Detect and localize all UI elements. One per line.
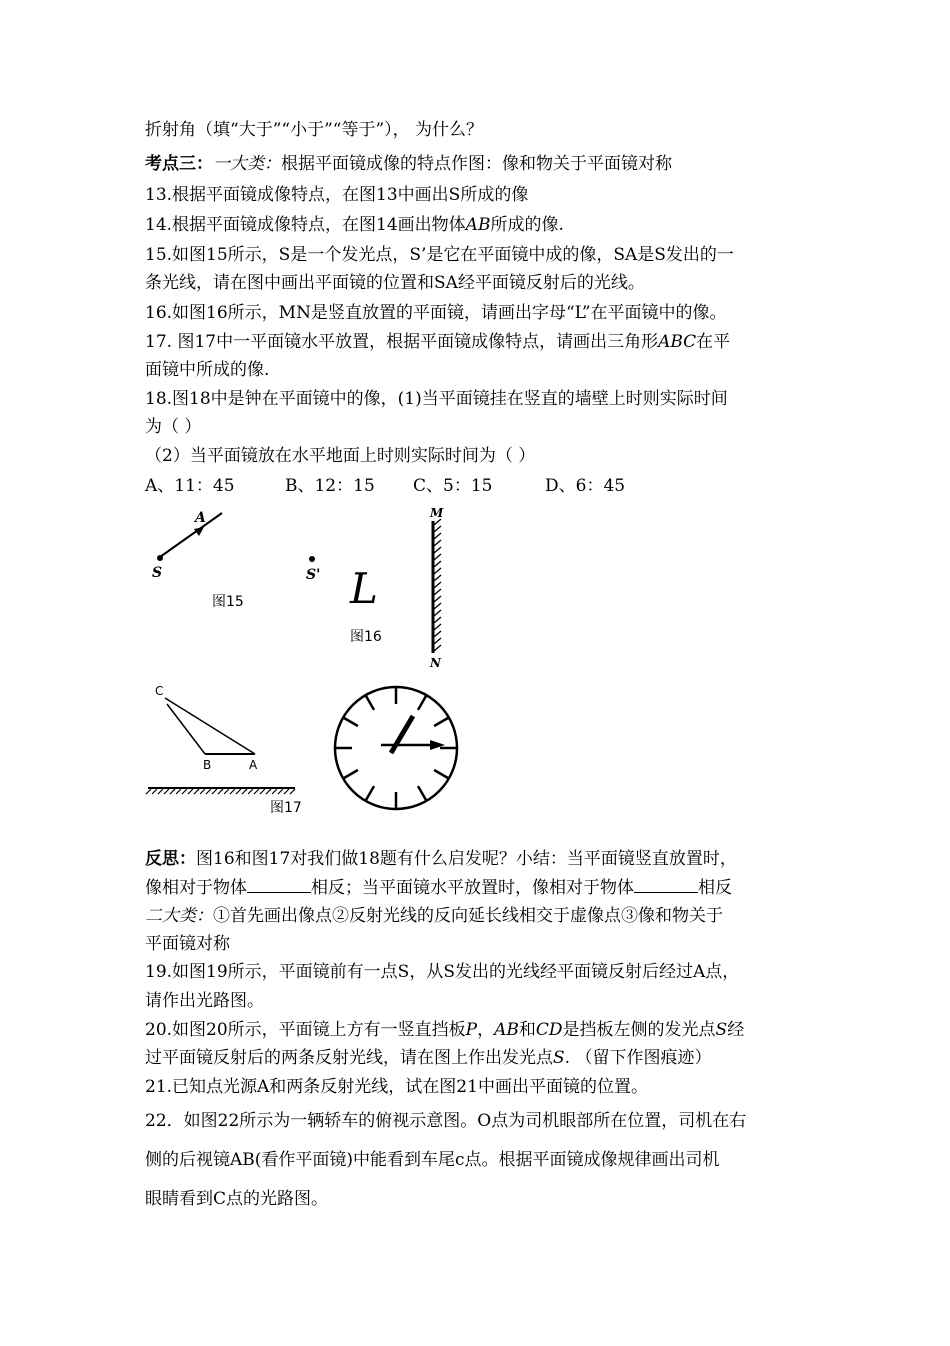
question-18-options — [145, 475, 815, 497]
question-15-line1: 15.如图15所示，S是一个发光点，S’是它在平面镜中成的像，SA是S发出的一 — [145, 245, 734, 265]
mirror-hatch — [212, 789, 217, 794]
mirror-hatch — [176, 789, 181, 794]
question-17-line1: 17. 图17中一平面镜水平放置，根据平面镜成像特点，请画出三角形ABC在平 — [145, 332, 731, 352]
mirror-hatch — [188, 789, 193, 794]
figure-16-caption: 图16 — [350, 629, 382, 645]
option-a: A、11：45 — [145, 476, 235, 496]
figure-17-caption: 图17 — [270, 800, 302, 816]
figure-16 — [300, 505, 460, 675]
mirror-hatch — [434, 631, 441, 637]
label-a17: A — [249, 758, 258, 772]
mirror-hatch — [434, 582, 441, 588]
question-16: 16.如图16所示，MN是竖直放置的平面镜，请画出字母“L”在平面镜中的像。 — [145, 303, 727, 323]
mirror-hatch — [272, 789, 277, 794]
mirror-hatch — [164, 789, 169, 794]
letter-l: L — [350, 564, 378, 613]
reflection-line1: 反思：图16和图17对我们做18题有什么启发呢？小结：当平面镜竖直放置时， — [145, 849, 737, 869]
mirror-hatch — [242, 789, 247, 794]
question-22-line2: 侧的后视镜AB(看作平面镜)中能看到车尾c点。根据平面镜成像规律画出司机 — [145, 1150, 720, 1170]
question-19-line1: 19.如图19所示，平面镜前有一点S，从S发出的光线经平面镜反射后经过A点， — [145, 962, 740, 982]
mirror-hatch — [434, 589, 441, 595]
clock-icon — [333, 683, 463, 813]
mirror-hatch — [434, 554, 441, 560]
mirror-hatch — [224, 789, 229, 794]
mirror-hatch — [206, 789, 211, 794]
mirror-hatch — [434, 561, 441, 567]
mirror-hatch — [248, 789, 253, 794]
question-22-line3: 眼睛看到C点的光路图。 — [145, 1189, 329, 1209]
mirror-hatch — [236, 789, 241, 794]
question-18-line2: 为（ ） — [145, 417, 202, 437]
mirror-hatch — [266, 789, 271, 794]
question-19-line2: 请作出光路图。 — [145, 991, 264, 1011]
mirror-hatch — [434, 540, 441, 546]
mirror-hatch — [170, 789, 175, 794]
blank-2[interactable] — [634, 876, 698, 893]
question-22-line1: 22．如图22所示为一辆轿车的俯视示意图。O点为司机眼部所在位置，司机在右 — [145, 1111, 747, 1131]
label-c: C — [155, 684, 164, 698]
mirror-hatch — [254, 789, 259, 794]
mirror-hatch — [158, 789, 163, 794]
question-20-line1: 20.如图20所示，平面镜上方有一竖直挡板P，AB和CD是挡板左侧的发光点S经 — [145, 1020, 745, 1040]
question-20-line2: 过平面镜反射后的两条反射光线，请在图上作出发光点S. （留下作图痕迹） — [145, 1048, 712, 1068]
mirror-hatch — [146, 789, 151, 794]
mirror-hatch — [434, 638, 441, 644]
mirror-hatch — [434, 645, 441, 651]
mirror-hatch — [434, 603, 441, 609]
label-s: S — [152, 565, 163, 581]
mirror-hatch — [260, 789, 265, 794]
question-15-line2: 条光线，请在图中画出平面镜的位置和SA经平面镜反射后的光线。 — [145, 273, 645, 293]
option-d: D、6：45 — [545, 476, 626, 496]
mirror-hatch — [434, 610, 441, 616]
text-line: 折射角（填“大于”“小于”“等于”）， 为什么？ — [145, 120, 484, 140]
question-18-line1: 18.图18中是钟在平面镜中的像，(1)当平面镜挂在竖直的墙壁上时则实际时间 — [145, 389, 728, 409]
label-m: M — [430, 506, 444, 520]
mirror-hatch — [152, 789, 157, 794]
mirror-hatch — [434, 624, 441, 630]
question-14: 14.根据平面镜成像特点，在图14画出物体AB所成的像. — [145, 215, 564, 235]
reflection-line2: 像相对于物体 相反；当平面镜水平放置时，像相对于物体 相反 — [145, 878, 732, 898]
mirror-hatch — [434, 596, 441, 602]
blank-1[interactable] — [247, 876, 311, 893]
label-s-prime: S' — [306, 567, 321, 583]
category-2-line1: 二大类：①首先画出像点②反射光线的反向延长线相交于虚像点③像和物关于 — [145, 906, 723, 926]
mirror-hatch — [200, 789, 205, 794]
figure-17 — [145, 684, 315, 819]
figure-15-caption: 图15 — [212, 594, 244, 610]
mirror-hatch — [278, 789, 283, 794]
question-18-line3: （2）当平面镜放在水平地面上时则实际时间为（ ） — [145, 446, 536, 466]
mirror-hatch — [434, 568, 441, 574]
mirror-hatch — [434, 533, 441, 539]
mirror-hatch — [284, 789, 289, 794]
label-b: B — [203, 758, 212, 772]
question-21: 21.已知点光源A和两条反射光线，试在图21中画出平面镜的位置。 — [145, 1077, 648, 1097]
mirror-hatch — [182, 789, 187, 794]
section-heading: 考点三：一大类：根据平面镜成像的特点作图：像和物关于平面镜对称 — [145, 154, 672, 174]
question-17-line2: 面镜中所成的像. — [145, 360, 270, 380]
mirror-hatch — [218, 789, 223, 794]
mirror-hatch — [230, 789, 235, 794]
option-b: B、12：15 — [285, 476, 375, 496]
mirror-hatch — [434, 526, 441, 532]
mirror-hatch — [434, 547, 441, 553]
option-c: C、5：15 — [413, 476, 493, 496]
mirror-hatch — [434, 617, 441, 623]
mirror-hatch — [290, 789, 295, 794]
mirror-hatch — [194, 789, 199, 794]
category-2-line2: 平面镜对称 — [145, 934, 230, 954]
label-n: N — [430, 656, 441, 670]
question-13: 13.根据平面镜成像特点，在图13中画出S所成的像 — [145, 185, 529, 205]
label-a: A — [195, 510, 206, 526]
figure-15 — [140, 505, 250, 615]
mirror-hatch — [434, 575, 441, 581]
